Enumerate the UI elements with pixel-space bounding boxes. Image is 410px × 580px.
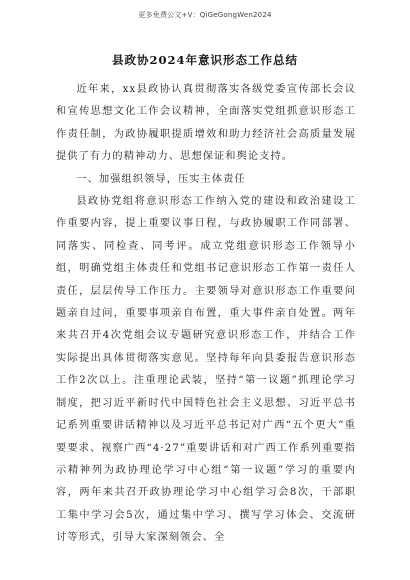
intro-paragraph: 近年来，xx县政协认真贯彻落实各级党委宣传部长会议和宣传思想文化工作会议精神，全面落实党组抓意识形态工作责任制，为政协履职提质增效和助力经济社会高质量发展提供了有力的精神动力、思想保证和舆论支持。 — [56, 84, 356, 163]
header-note: 更多免费公文+V：QiGeGongWen2024 — [138, 11, 272, 19]
body-paragraph: 县政协党组将意识形态工作纳入党的建设和政治建设工作重要内容，提上重要议事日程，与政协履职工作同部署、同落实、同检查、同考评。成立党组意识形态工作领导小组，明确党组主体责任和党组书记意识形态工作第一责任人责任，层层传导工作压力。主要领导对意识形态工作重要问题亲自过问，重要事项亲自布置，重大事件亲自处置。两年来共召开4次党组会议专题研究意识形态工作，并结合工作实际提出具体贯彻落实意见。坚持每年向县委报告意识形态工作2次以上。注重理论武装，坚持“第一议题”抓理论学习制度，把习近平新时代中国特色社会主义思想、习近平总书记系列重要讲话精神以及习近平总书记对广西“五个更大”重要要求、视察广西“4·27”重要讲话和对广西工作系列重要指示精神列为政协理论学习中心组“第一议题”学习的重要内容，两年来共召开政协理论学习中心组学习会8次，干部职工集中学习会5次，通过集中学习、撰写学习体会、交流研讨等形式，引导大家深刻领会、全 — [56, 196, 356, 544]
section-heading: 一、加强组织领导，压实主体责任 — [76, 173, 246, 185]
page-title: 县政协2024年意识形态工作总结 — [111, 53, 298, 67]
document-body — [56, 79, 356, 550]
